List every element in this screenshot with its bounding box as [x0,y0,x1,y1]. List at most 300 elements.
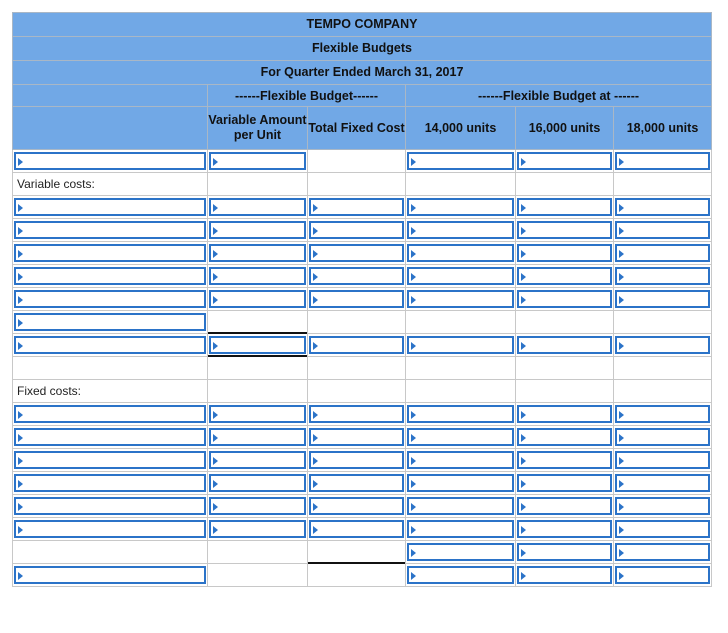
dropdown-marker-icon [619,204,624,212]
dropdown-marker-icon [521,503,526,511]
units-16000-cell [516,219,614,242]
line-item-cell [12,426,208,449]
flexible-budget-sheet [12,12,712,587]
units-14000-cell [406,173,516,196]
dropdown-marker-icon [521,296,526,304]
column-header-group-row [12,85,712,107]
units-14000-cell [406,219,516,242]
dropdown-marker-icon [411,572,416,580]
units-14000-input[interactable] [407,428,514,446]
units-16000-cell [516,380,614,403]
units-16000-cell [516,564,614,587]
units-14000-input[interactable] [407,336,514,354]
units-18000-input[interactable] [615,497,710,515]
line-item-input[interactable] [14,198,206,216]
report-title: Flexible Budgets [13,37,711,61]
line-item-input[interactable] [14,290,206,308]
units-16000-input[interactable] [517,290,612,308]
units-18000-input[interactable] [615,405,710,423]
variable-amount-cell [208,518,308,541]
units-16000-cell [516,311,614,334]
units-14000-cell [406,242,516,265]
dropdown-marker-icon [619,572,624,580]
units-18000-cell [614,495,712,518]
variable-amount-cell [208,219,308,242]
budget-row [12,265,712,288]
dropdown-marker-icon [18,319,23,327]
total-fixed-cell [308,357,406,380]
dropdown-marker-icon [18,526,23,534]
variable-amount-input[interactable] [209,267,306,285]
total-fixed-cell [308,173,406,196]
units-18000-input[interactable] [615,451,710,469]
line-item-input[interactable] [14,221,206,239]
budget-row [12,334,712,357]
dropdown-marker-icon [213,296,218,304]
total-fixed-input[interactable] [309,428,404,446]
line-item-cell [12,288,208,311]
variable-amount-input[interactable] [209,497,306,515]
line-item-cell [12,449,208,472]
dropdown-marker-icon [619,411,624,419]
budget-row [12,219,712,242]
dropdown-marker-icon [411,480,416,488]
dropdown-marker-icon [411,411,416,419]
budget-row [12,541,712,564]
dropdown-marker-icon [521,526,526,534]
total-fixed-input[interactable] [309,474,404,492]
dropdown-marker-icon [18,480,23,488]
units-14000-input[interactable] [407,221,514,239]
total-fixed-cell [308,265,406,288]
line-item-input[interactable] [14,451,206,469]
units-18000-input[interactable] [615,244,710,262]
units-14000-cell [406,564,516,587]
dropdown-marker-icon [313,227,318,235]
total-fixed-cell [308,334,406,357]
variable-amount-cell [208,265,308,288]
dropdown-marker-icon [619,503,624,511]
units-18000-input[interactable] [615,198,710,216]
units-16000-cell [516,288,614,311]
units-16000-input[interactable] [517,267,612,285]
budget-row [12,518,712,541]
variable-amount-cell [208,472,308,495]
units-18000-cell [614,334,712,357]
units-14000-input[interactable] [407,290,514,308]
dropdown-marker-icon [619,434,624,442]
line-item-input[interactable] [14,267,206,285]
line-item-cell [12,472,208,495]
units-18000-cell [614,173,712,196]
units-18000-cell [614,380,712,403]
units-14000-cell [406,495,516,518]
units-16000-input[interactable] [517,244,612,262]
dropdown-marker-icon [213,434,218,442]
units-14000-header: 14,000 units [406,107,516,150]
units-18000-input[interactable] [615,152,710,170]
dropdown-marker-icon [521,204,526,212]
units-14000-input[interactable] [407,152,514,170]
dropdown-marker-icon [213,411,218,419]
company-name: TEMPO COMPANY [13,13,711,37]
dropdown-marker-icon [619,250,624,258]
units-14000-cell [406,334,516,357]
dropdown-marker-icon [619,526,624,534]
total-fixed-cell [308,449,406,472]
variable-amount-input[interactable] [209,405,306,423]
variable-amount-cell [208,173,308,196]
dropdown-marker-icon [411,204,416,212]
total-fixed-cell [308,242,406,265]
units-14000-input[interactable] [407,451,514,469]
line-item-input[interactable] [14,405,206,423]
blank-header-cell [12,107,208,150]
units-14000-cell [406,380,516,403]
units-18000-cell [614,472,712,495]
total-fixed-input[interactable] [309,221,404,239]
budget-row [12,472,712,495]
total-fixed-cell [308,541,406,564]
dropdown-marker-icon [18,296,23,304]
units-16000-input[interactable] [517,543,612,561]
dropdown-marker-icon [213,227,218,235]
variable-amount-cell [208,495,308,518]
dropdown-marker-icon [18,250,23,258]
variable-amount-cell [208,564,308,587]
budget-row [12,150,712,173]
units-14000-cell [406,311,516,334]
line-item-cell [12,219,208,242]
units-18000-input[interactable] [615,267,710,285]
units-16000-input[interactable] [517,198,612,216]
dropdown-marker-icon [18,273,23,281]
variable-amount-cell [208,380,308,403]
units-16000-cell [516,196,614,219]
line-item-input[interactable] [14,244,206,262]
units-14000-cell [406,541,516,564]
units-14000-cell [406,196,516,219]
budget-row [12,426,712,449]
variable-amount-header: Variable Amount per Unit [208,107,308,150]
total-fixed-cell [308,311,406,334]
dropdown-marker-icon [619,480,624,488]
variable-amount-cell [208,242,308,265]
units-14000-input[interactable] [407,244,514,262]
dropdown-marker-icon [521,457,526,465]
total-fixed-cell [308,196,406,219]
dropdown-marker-icon [521,158,526,166]
line-item-cell [12,265,208,288]
units-14000-cell [406,426,516,449]
budget-row [12,449,712,472]
units-16000-input[interactable] [517,451,612,469]
dropdown-marker-icon [521,227,526,235]
variable-costs-label: Variable costs: [17,177,95,191]
units-18000-input[interactable] [615,221,710,239]
units-18000-input[interactable] [615,336,710,354]
units-14000-cell [406,518,516,541]
variable-amount-input[interactable] [209,451,306,469]
line-item-cell [12,173,208,196]
dropdown-marker-icon [411,250,416,258]
dropdown-marker-icon [313,296,318,304]
total-fixed-input[interactable] [309,244,404,262]
dropdown-marker-icon [18,503,23,511]
units-18000-cell [614,541,712,564]
line-item-input[interactable] [14,313,206,331]
column-header-row [12,107,712,150]
dropdown-marker-icon [411,296,416,304]
units-16000-cell [516,449,614,472]
line-item-input[interactable] [14,566,206,584]
variable-amount-input[interactable] [209,428,306,446]
dropdown-marker-icon [521,342,526,350]
dropdown-marker-icon [521,250,526,258]
dropdown-marker-icon [213,526,218,534]
dropdown-marker-icon [18,227,23,235]
dropdown-marker-icon [313,411,318,419]
line-item-input[interactable] [14,474,206,492]
units-16000-cell [516,403,614,426]
units-14000-input[interactable] [407,405,514,423]
line-item-input[interactable] [14,336,206,354]
units-16000-input[interactable] [517,566,612,584]
units-16000-cell [516,472,614,495]
units-14000-cell [406,288,516,311]
dropdown-marker-icon [18,411,23,419]
variable-amount-cell [208,357,308,380]
variable-amount-cell [208,403,308,426]
units-18000-cell [614,196,712,219]
dropdown-marker-icon [213,342,218,350]
total-fixed-input[interactable] [309,290,404,308]
units-18000-input[interactable] [615,566,710,584]
dropdown-marker-icon [411,342,416,350]
dropdown-marker-icon [213,457,218,465]
total-fixed-cell [308,518,406,541]
line-item-cell [12,541,208,564]
units-18000-cell [614,288,712,311]
variable-amount-cell [208,541,308,564]
units-16000-input[interactable] [517,428,612,446]
units-16000-cell [516,265,614,288]
dropdown-marker-icon [521,572,526,580]
dropdown-marker-icon [18,342,23,350]
dropdown-marker-icon [619,296,624,304]
units-16000-cell [516,426,614,449]
budget-row [12,173,712,196]
total-fixed-header: Total Fixed Cost [308,107,406,150]
units-18000-cell [614,265,712,288]
dropdown-marker-icon [313,457,318,465]
dropdown-marker-icon [521,480,526,488]
units-14000-cell [406,150,516,173]
total-fixed-cell [308,288,406,311]
units-18000-header: 18,000 units [614,107,712,150]
line-item-input[interactable] [14,497,206,515]
units-16000-cell [516,150,614,173]
variable-amount-input[interactable] [209,244,306,262]
dropdown-marker-icon [18,158,23,166]
dropdown-marker-icon [521,549,526,557]
dropdown-marker-icon [411,549,416,557]
flexible-budget-at-group-label: ------Flexible Budget at ------ [406,85,712,107]
dropdown-marker-icon [313,503,318,511]
budget-row [12,311,712,334]
units-16000-cell [516,173,614,196]
dropdown-marker-icon [313,342,318,350]
variable-amount-cell [208,334,308,357]
units-14000-input[interactable] [407,497,514,515]
units-14000-cell [406,449,516,472]
units-18000-cell [614,403,712,426]
total-fixed-cell [308,403,406,426]
dropdown-marker-icon [313,480,318,488]
total-fixed-input[interactable] [309,497,404,515]
variable-amount-cell [208,311,308,334]
dropdown-marker-icon [521,434,526,442]
flexible-budget-group-label: ------Flexible Budget------ [208,85,406,107]
dropdown-marker-icon [313,273,318,281]
variable-amount-cell [208,288,308,311]
dropdown-marker-icon [619,457,624,465]
dropdown-marker-icon [411,227,416,235]
line-item-cell [12,518,208,541]
units-18000-input[interactable] [615,290,710,308]
units-18000-cell [614,219,712,242]
units-16000-cell [516,541,614,564]
units-16000-input[interactable] [517,520,612,538]
variable-amount-cell [208,426,308,449]
line-item-cell [12,380,208,403]
variable-amount-cell [208,449,308,472]
budget-row [12,288,712,311]
dropdown-marker-icon [18,434,23,442]
dropdown-marker-icon [619,227,624,235]
dropdown-marker-icon [18,204,23,212]
budget-row [12,403,712,426]
variable-amount-input[interactable] [209,198,306,216]
units-14000-input[interactable] [407,474,514,492]
units-14000-cell [406,357,516,380]
budget-header [12,12,712,85]
dropdown-marker-icon [18,572,23,580]
units-16000-input[interactable] [517,336,612,354]
budget-row [12,196,712,219]
blank-header-cell [12,85,208,107]
units-18000-input[interactable] [615,474,710,492]
units-14000-input[interactable] [407,198,514,216]
units-16000-cell [516,242,614,265]
dropdown-marker-icon [411,503,416,511]
total-fixed-cell [308,150,406,173]
dropdown-marker-icon [521,411,526,419]
units-16000-cell [516,518,614,541]
line-item-cell [12,150,208,173]
units-18000-cell [614,449,712,472]
dropdown-marker-icon [411,273,416,281]
dropdown-marker-icon [213,204,218,212]
dropdown-marker-icon [521,273,526,281]
variable-amount-input[interactable] [209,336,306,354]
dropdown-marker-icon [619,549,624,557]
variable-amount-input[interactable] [209,474,306,492]
units-18000-input[interactable] [615,543,710,561]
units-14000-input[interactable] [407,566,514,584]
units-18000-cell [614,242,712,265]
units-18000-cell [614,150,712,173]
dropdown-marker-icon [213,503,218,511]
total-fixed-input[interactable] [309,451,404,469]
line-item-input[interactable] [14,152,206,170]
line-item-cell [12,196,208,219]
dropdown-marker-icon [313,250,318,258]
units-18000-cell [614,518,712,541]
line-item-input[interactable] [14,520,206,538]
units-16000-cell [516,334,614,357]
dropdown-marker-icon [411,158,416,166]
total-fixed-cell [308,380,406,403]
line-item-input[interactable] [14,428,206,446]
total-fixed-input[interactable] [309,336,404,354]
variable-amount-input[interactable] [209,152,306,170]
budget-row [12,564,712,587]
units-18000-input[interactable] [615,520,710,538]
line-item-cell [12,242,208,265]
budget-row [12,495,712,518]
dropdown-marker-icon [411,434,416,442]
units-18000-cell [614,564,712,587]
units-14000-input[interactable] [407,543,514,561]
total-fixed-input[interactable] [309,198,404,216]
total-fixed-input[interactable] [309,405,404,423]
units-16000-input[interactable] [517,152,612,170]
units-16000-input[interactable] [517,474,612,492]
dropdown-marker-icon [213,158,218,166]
units-14000-input[interactable] [407,520,514,538]
units-14000-input[interactable] [407,267,514,285]
budget-row [12,357,712,380]
dropdown-marker-icon [619,342,624,350]
fixed-costs-label: Fixed costs: [17,384,82,398]
budget-row [12,242,712,265]
variable-amount-input[interactable] [209,520,306,538]
units-16000-input[interactable] [517,221,612,239]
variable-amount-input[interactable] [209,221,306,239]
total-fixed-cell [308,219,406,242]
dropdown-marker-icon [313,434,318,442]
dropdown-marker-icon [411,457,416,465]
line-item-cell [12,564,208,587]
total-fixed-input[interactable] [309,520,404,538]
line-item-cell [12,357,208,380]
units-18000-input[interactable] [615,428,710,446]
units-14000-cell [406,403,516,426]
variable-amount-input[interactable] [209,290,306,308]
units-16000-input[interactable] [517,497,612,515]
units-18000-cell [614,311,712,334]
units-14000-cell [406,265,516,288]
units-16000-input[interactable] [517,405,612,423]
units-16000-header: 16,000 units [516,107,614,150]
total-fixed-input[interactable] [309,267,404,285]
variable-amount-cell [208,150,308,173]
total-fixed-cell [308,472,406,495]
budget-rows [12,150,712,587]
dropdown-marker-icon [18,457,23,465]
dropdown-marker-icon [213,250,218,258]
